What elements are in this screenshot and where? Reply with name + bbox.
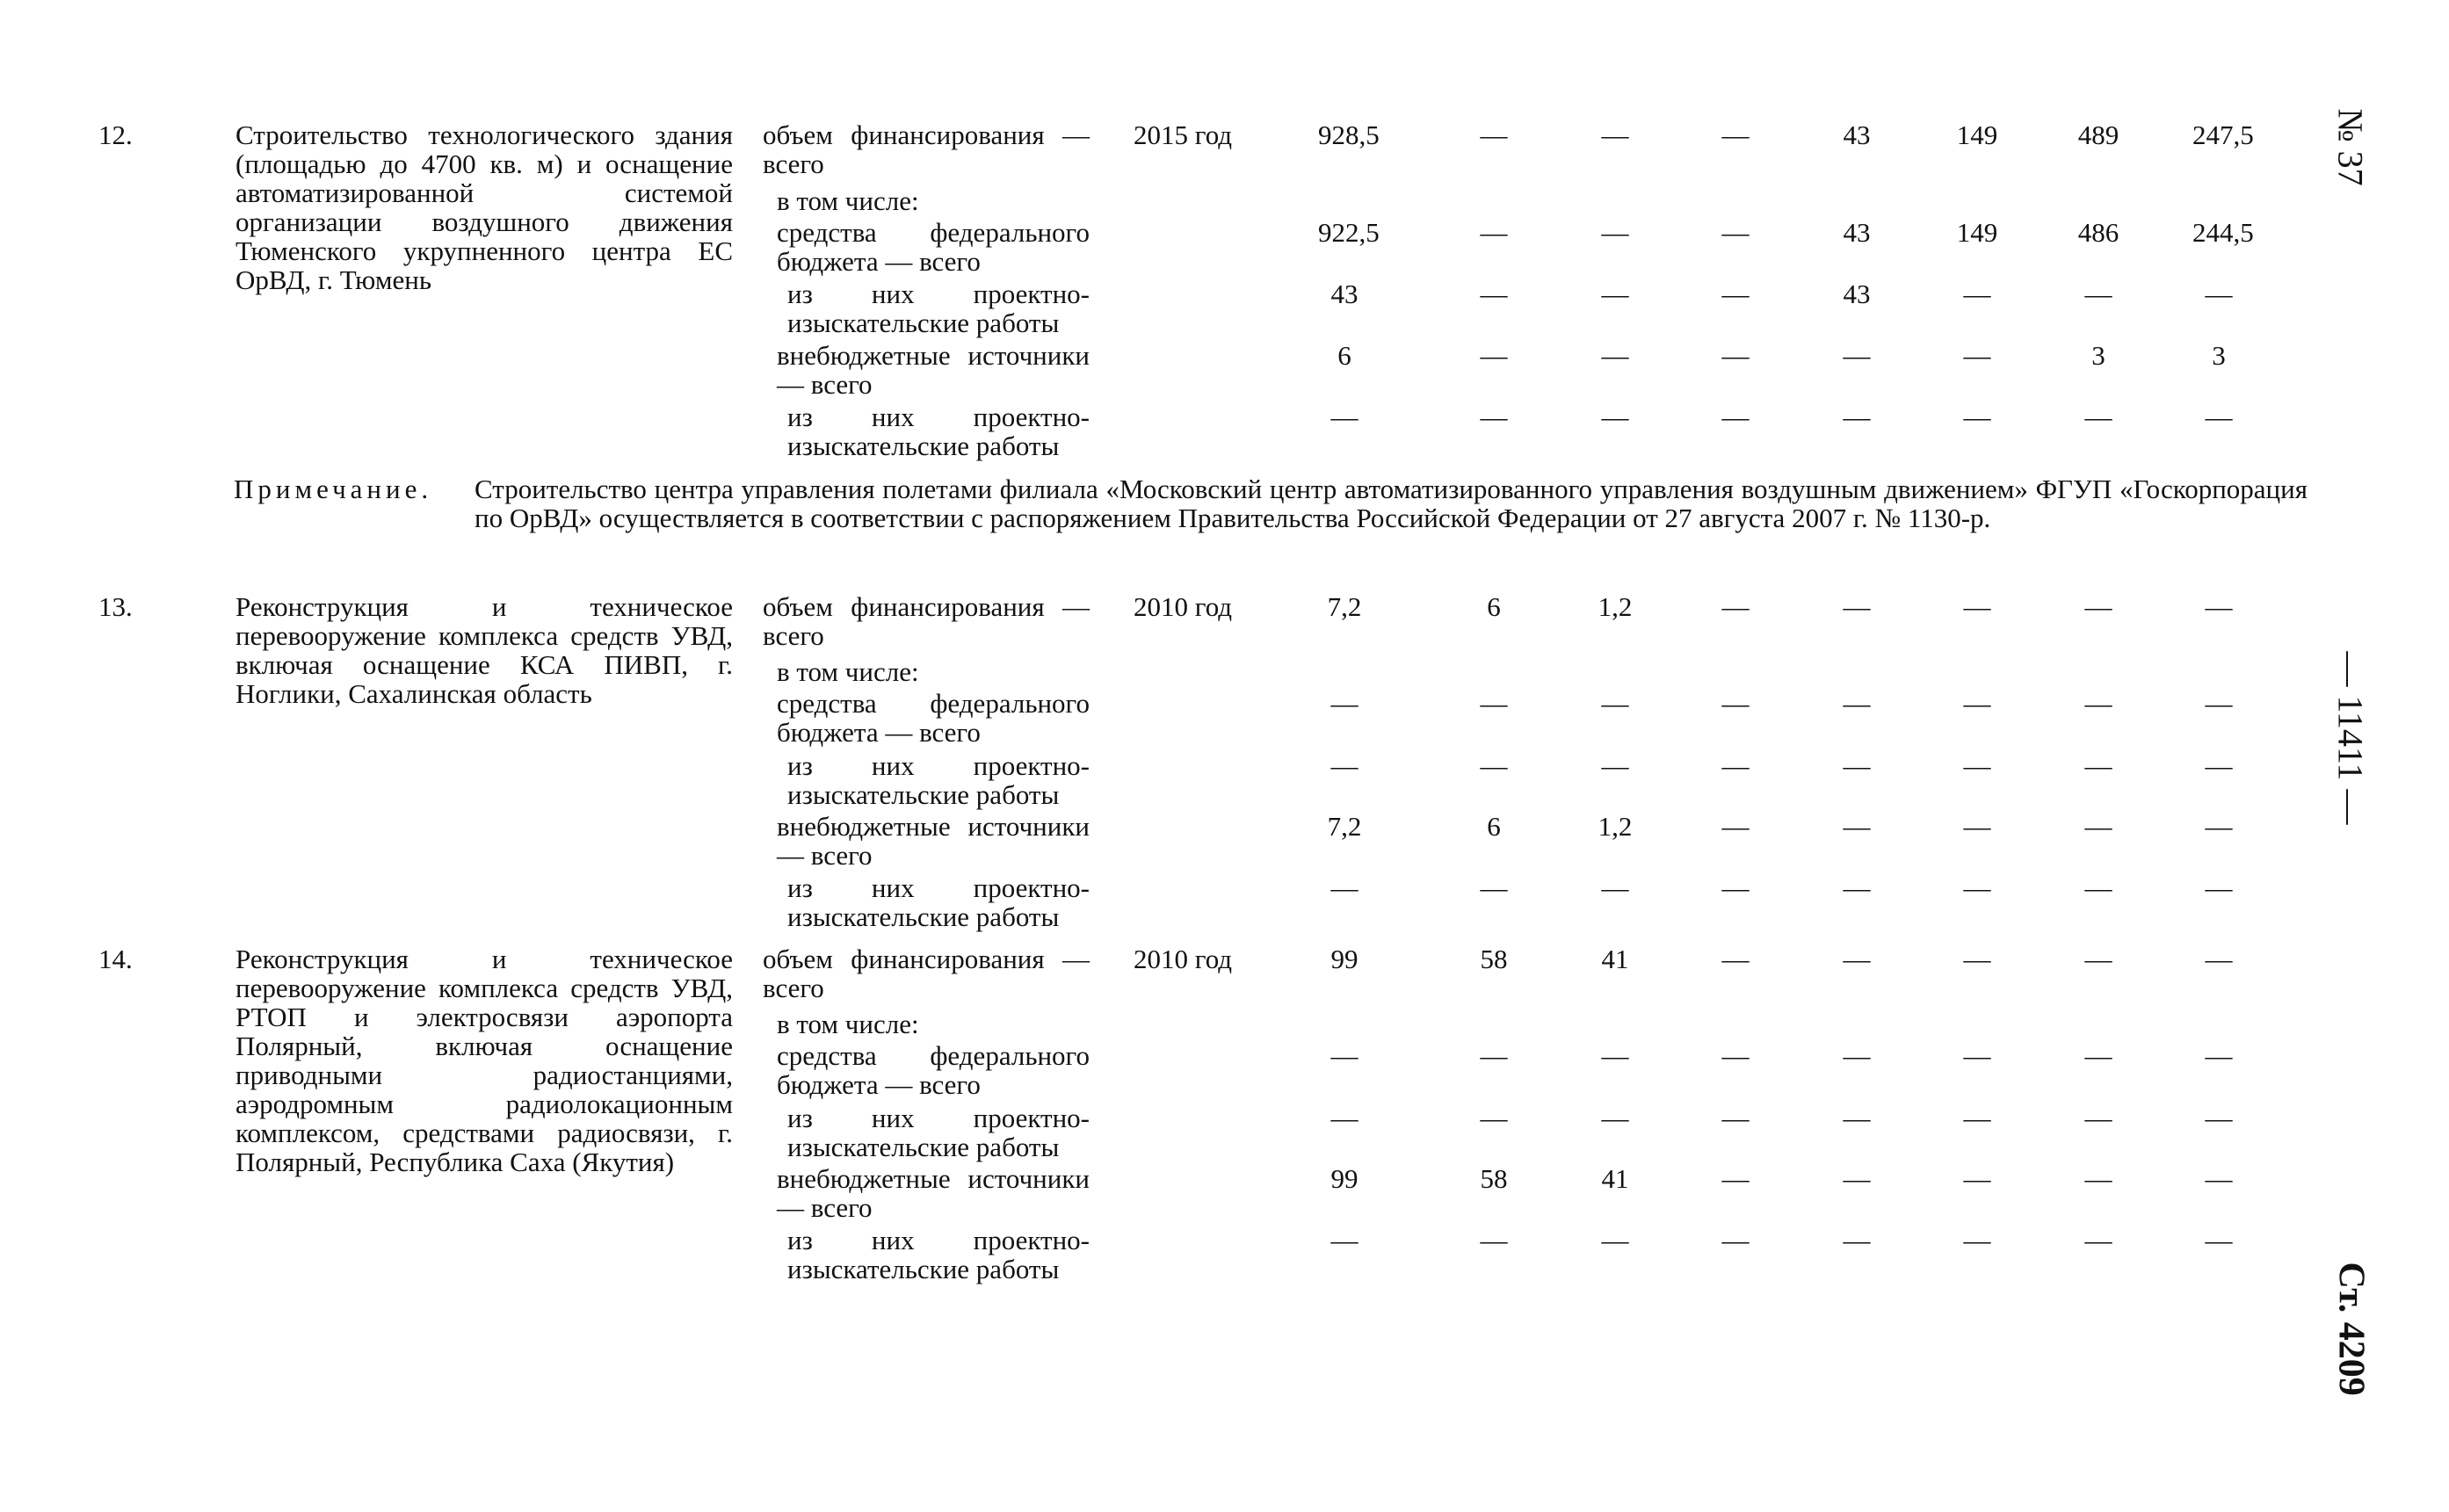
value-cell: —: [1330, 402, 1359, 432]
value-cell: 7,2: [1327, 811, 1362, 842]
value-cell: —: [1843, 1225, 1871, 1255]
value-cell: —: [1601, 402, 1629, 432]
value-cell: —: [1330, 1040, 1359, 1071]
value-cell: —: [1330, 688, 1359, 719]
value-cell: 58: [1480, 944, 1508, 974]
value-cell: —: [2084, 402, 2112, 432]
value-cell: 6: [1487, 811, 1501, 842]
value-cell: —: [1480, 119, 1508, 150]
value-cell: —: [1843, 750, 1871, 781]
value-cell: —: [1843, 688, 1871, 719]
value-cell: —: [1721, 1103, 1750, 1133]
value-cell: —: [2205, 1103, 2233, 1133]
value-cell: 43: [1330, 279, 1359, 309]
value-cell: —: [2084, 279, 2112, 309]
value-cell: 43: [1843, 217, 1871, 248]
value-cell: —: [2084, 872, 2112, 903]
issue-number: № 37: [2330, 108, 2371, 186]
value-cell: 7,2: [1327, 591, 1362, 622]
line-label: в том числе:: [777, 656, 919, 687]
value-cell: —: [1330, 1225, 1359, 1255]
value-cell: —: [1601, 217, 1629, 248]
value-cell: —: [1721, 944, 1750, 974]
value-cell: —: [1721, 340, 1750, 371]
line-label: из них проектно-изыскательские работы: [787, 1225, 1090, 1284]
value-cell: —: [1843, 811, 1871, 842]
value-cell: —: [2205, 279, 2233, 309]
value-cell: —: [1601, 750, 1629, 781]
value-cell: —: [2084, 591, 2112, 622]
value-cell: —: [1480, 340, 1508, 371]
note-label: Примечание.: [234, 474, 433, 504]
value-cell: 922,5: [1318, 217, 1380, 248]
value-cell: —: [1601, 340, 1629, 371]
value-cell: —: [1963, 340, 1991, 371]
value-cell: —: [2205, 591, 2233, 622]
value-cell: —: [2205, 872, 2233, 903]
line-label: средства федерального бюджета — всего: [777, 217, 1090, 277]
value-cell: —: [1480, 688, 1508, 719]
value-cell: —: [2084, 944, 2112, 974]
value-cell: —: [2084, 1225, 2112, 1255]
value-cell: 6: [1487, 591, 1501, 622]
value-cell: —: [1601, 1225, 1629, 1255]
value-cell: —: [2205, 402, 2233, 432]
value-cell: —: [1843, 1163, 1871, 1194]
value-cell: —: [2205, 1040, 2233, 1071]
value-cell: —: [1721, 811, 1750, 842]
line-label: внебюджетные источники — всего: [777, 811, 1090, 871]
value-cell: —: [2084, 1040, 2112, 1071]
value-cell: —: [1843, 591, 1871, 622]
value-cell: —: [1721, 1040, 1750, 1071]
value-cell: —: [2084, 1103, 2112, 1133]
value-cell: —: [1601, 1040, 1629, 1071]
line-label: объем финансирования — всего: [763, 944, 1090, 1003]
value-cell: —: [1330, 872, 1359, 903]
value-cell: —: [1721, 1225, 1750, 1255]
line-label: в том числе:: [777, 185, 919, 216]
value-cell: —: [1963, 1225, 1991, 1255]
value-cell: —: [1480, 1040, 1508, 1071]
value-cell: —: [2084, 688, 2112, 719]
value-cell: 486: [2077, 217, 2119, 248]
value-cell: —: [1963, 872, 1991, 903]
value-cell: 3: [2091, 340, 2105, 371]
value-cell: 1,2: [1598, 591, 1633, 622]
value-cell: —: [1963, 402, 1991, 432]
value-cell: —: [2205, 811, 2233, 842]
value-cell: —: [1721, 217, 1750, 248]
value-cell: —: [1843, 872, 1871, 903]
value-cell: —: [1480, 402, 1508, 432]
page-number: — 11411 —: [2330, 651, 2371, 825]
row-year: 2010 год: [1134, 591, 1233, 622]
value-cell: —: [1480, 279, 1508, 309]
value-cell: —: [1721, 688, 1750, 719]
value-cell: —: [1601, 279, 1629, 309]
value-cell: —: [2084, 811, 2112, 842]
line-label: из них проектно-изыскательские работы: [787, 1103, 1090, 1162]
value-cell: —: [2205, 688, 2233, 719]
value-cell: —: [2084, 750, 2112, 781]
value-cell: 149: [1956, 217, 1998, 248]
value-cell: —: [1601, 688, 1629, 719]
value-cell: 1,2: [1598, 811, 1633, 842]
line-label: внебюджетные источники — всего: [777, 1163, 1090, 1223]
value-cell: —: [2084, 1163, 2112, 1194]
row-year: 2015 год: [1134, 119, 1233, 150]
value-cell: —: [1601, 1103, 1629, 1133]
value-cell: —: [1721, 1163, 1750, 1194]
value-cell: —: [1843, 1103, 1871, 1133]
value-cell: —: [1721, 872, 1750, 903]
value-cell: —: [1843, 944, 1871, 974]
row-year: 2010 год: [1134, 944, 1233, 974]
line-label: из них проектно-изыскательские работы: [787, 750, 1090, 810]
value-cell: —: [1480, 750, 1508, 781]
line-label: объем финансирования — всего: [763, 119, 1090, 179]
value-cell: —: [1480, 217, 1508, 248]
row-description: Реконструкция и техническое перевооружение комплекса средств УВД, РТОП и электросвязи аэропорта Полярный, включая оснащение приводными радиостанциями, аэродромным радиолокационным комплексом, средствами радиосвязи, г. Полярный, Республика Саха (Якутия): [235, 944, 733, 1177]
value-cell: —: [1843, 340, 1871, 371]
row-index: 12.: [98, 119, 133, 150]
value-cell: —: [1330, 1103, 1359, 1133]
row-description: Строительство технологического здания (площадью до 4700 кв. м) и оснащение автоматизированной системой организации воздушного движения Тюменского укрупненного центра ЕС ОрВД, г. Тюмень: [235, 119, 733, 295]
line-label: из них проектно-изыскательские работы: [787, 279, 1090, 338]
value-cell: —: [1721, 119, 1750, 150]
line-label: внебюджетные источники — всего: [777, 340, 1090, 400]
value-cell: —: [2205, 750, 2233, 781]
value-cell: —: [1963, 591, 1991, 622]
line-label: средства федерального бюджета — всего: [777, 688, 1090, 748]
value-cell: —: [1843, 1040, 1871, 1071]
value-cell: 43: [1843, 279, 1871, 309]
value-cell: —: [1963, 1163, 1991, 1194]
value-cell: 3: [2212, 340, 2226, 371]
value-cell: —: [1330, 750, 1359, 781]
line-label: в том числе:: [777, 1009, 919, 1039]
value-cell: 489: [2077, 119, 2119, 150]
line-label: из них проектно-изыскательские работы: [787, 402, 1090, 461]
value-cell: —: [1963, 1103, 1991, 1133]
value-cell: —: [1963, 279, 1991, 309]
value-cell: —: [1721, 750, 1750, 781]
value-cell: 149: [1956, 119, 1998, 150]
value-cell: 58: [1480, 1163, 1508, 1194]
row-index: 14.: [98, 944, 133, 974]
value-cell: —: [1480, 1225, 1508, 1255]
value-cell: 928,5: [1318, 119, 1380, 150]
value-cell: 43: [1843, 119, 1871, 150]
line-label: объем финансирования — всего: [763, 591, 1090, 651]
value-cell: —: [1601, 119, 1629, 150]
value-cell: —: [1963, 944, 1991, 974]
line-label: средства федерального бюджета — всего: [777, 1040, 1090, 1100]
value-cell: —: [1721, 279, 1750, 309]
value-cell: 99: [1330, 1163, 1359, 1194]
value-cell: 6: [1337, 340, 1351, 371]
value-cell: —: [1963, 688, 1991, 719]
note-text: Строительство центра управления полетами филиала «Московский центр автоматизированного управления воздушным движением» ФГУП «Госкорпорация по ОрВД» осуществляется в соответствии с распоряжением Правительства Российской Федерации от 27 августа 2007 г. № 1130-р.: [475, 474, 2308, 533]
value-cell: —: [1480, 1103, 1508, 1133]
value-cell: —: [1963, 1040, 1991, 1071]
value-cell: 41: [1601, 1163, 1629, 1194]
article-number: Ст. 4209: [2330, 1262, 2372, 1396]
value-cell: —: [1721, 591, 1750, 622]
value-cell: —: [2205, 1225, 2233, 1255]
value-cell: —: [1963, 750, 1991, 781]
row-description: Реконструкция и техническое перевооружение комплекса средств УВД, включая оснащение КСА ПИВП, г. Ноглики, Сахалинская область: [235, 591, 733, 709]
value-cell: —: [1601, 872, 1629, 903]
value-cell: —: [1480, 872, 1508, 903]
value-cell: 247,5: [2192, 119, 2254, 150]
value-cell: 244,5: [2192, 217, 2254, 248]
row-index: 13.: [98, 591, 133, 622]
value-cell: —: [2205, 944, 2233, 974]
line-label: из них проектно-изыскательские работы: [787, 872, 1090, 932]
value-cell: 99: [1330, 944, 1359, 974]
value-cell: —: [1721, 402, 1750, 432]
value-cell: —: [1843, 402, 1871, 432]
value-cell: —: [2205, 1163, 2233, 1194]
value-cell: 41: [1601, 944, 1629, 974]
value-cell: —: [1963, 811, 1991, 842]
